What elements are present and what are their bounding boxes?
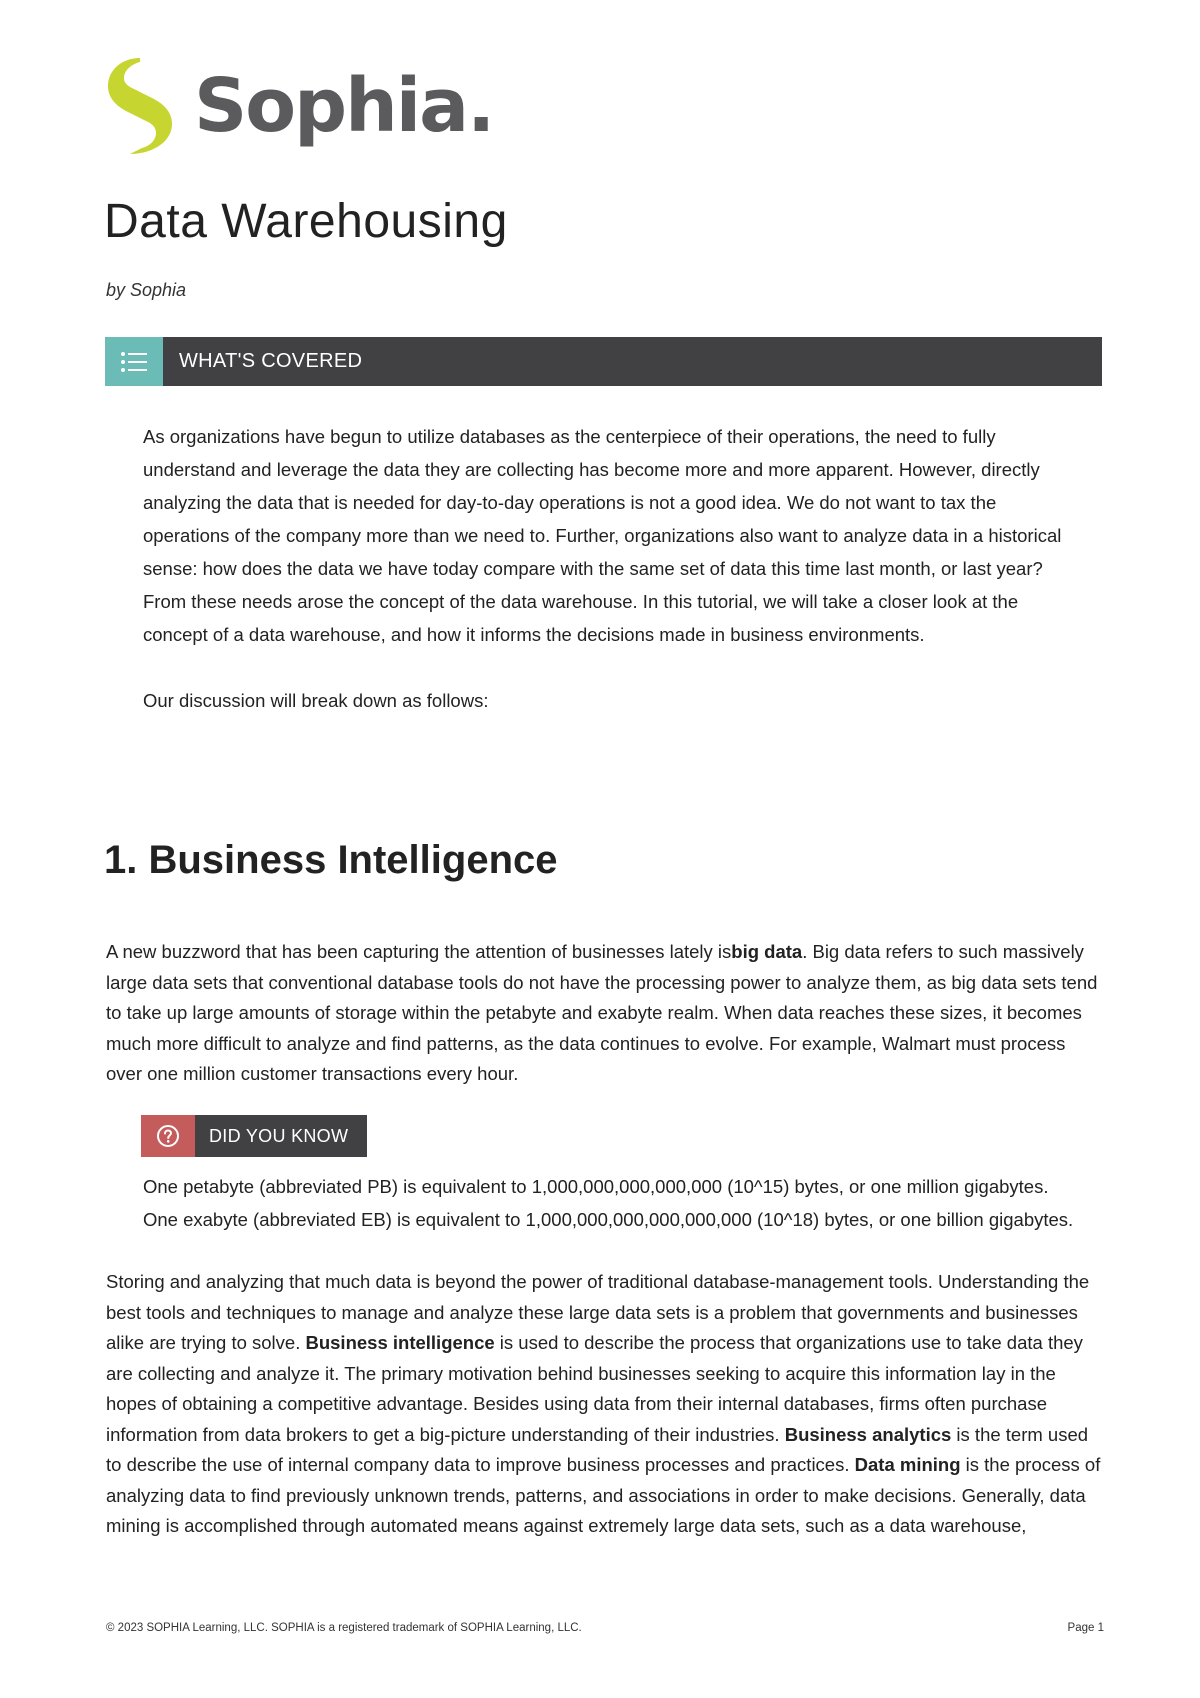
did-you-know-bar	[141, 1115, 367, 1157]
body-paragraph-business-intelligence	[106, 1267, 1106, 1542]
whats-covered-text	[143, 420, 1063, 717]
question-icon	[156, 1124, 180, 1148]
text-run: is used to describe the process that organizations use to take data they are collecting and analyze it. The primary motivation behind businesses seeking to acquire this information lay in the hopes of obtaining a competitive advantage. Besides using data from their internal databases, firms often purchase information from data brokers to get a big-picture understanding of their industries.	[106, 1332, 1083, 1445]
footer-copyright: © 2023 SOPHIA Learning, LLC. SOPHIA is a registered trademark of SOPHIA Learning, LLC.	[106, 1622, 582, 1634]
intro-paragraph: As organizations have begun to utilize databases as the centerpiece of their operations, the need to fully understand and leverage the data they are collecting has become more and more apparent. However, directly analyzing the data that is needed for day-to-day operations is not a good idea. We do not want to tax the operations of the company more than we need to. Further, organizations also want to analyze data in a historical sense: how does the data we have today compare with the same set of data this time last month, or last year? From these needs arose the concept of the data warehouse. In this tutorial, we will take a closer look at the concept of a data warehouse, and how it informs the decisions made in business environments.	[143, 426, 1062, 645]
term-business-analytics: Business analytics	[784, 1423, 952, 1445]
logo-name: Sophia	[194, 63, 468, 149]
body-paragraph-big-data	[106, 937, 1106, 1090]
sophia-s-mark-icon	[104, 56, 176, 156]
whats-covered-icon-box	[105, 337, 163, 386]
logo-dot: .	[467, 63, 494, 149]
term-big-data: big data	[731, 941, 803, 962]
logo-wordmark	[194, 63, 494, 149]
whats-covered-bar	[105, 337, 1102, 386]
intro-breakdown: Our discussion will break down as follows:	[143, 690, 489, 711]
text-run: Storing and analyzing that much data is beyond the power of traditional database-management tools. Understanding the best tools and techniques to manage and analyze these large data sets is a problem that governments and businesses alike are trying to solve.	[106, 1271, 1090, 1353]
sophia-logo	[104, 56, 493, 156]
term-business-intelligence: Business intelligence	[305, 1332, 495, 1353]
did-you-know-icon-box	[141, 1115, 195, 1157]
text-run: . Big data refers to such massively large data sets that conventional database tools do not have the processing power to analyze them, as big data sets tend to take up large amounts of storage within the petabyte and exabyte realm. When data reaches these sizes, it becomes much more difficult to analyze and find patterns, as the data continues to evolve. For example, Walmart must process over one million customer transactions every hour.	[106, 941, 1098, 1084]
did-you-know-text: One petabyte (abbreviated PB) is equivalent to 1,000,000,000,000,000 (10^15) bytes, or one million gigabytes. One exabyte (abbreviated EB) is equivalent to 1,000,000,000,000,000,000 (10^18) bytes, or one billion gigabytes.	[143, 1176, 1074, 1230]
section-heading: 1. Business Intelligence	[104, 838, 558, 882]
text-run: is the term used to describe the use of internal company data to improve business processes and practices.	[106, 1423, 1089, 1475]
whats-covered-label: WHAT'S COVERED	[179, 350, 363, 372]
text-run: is the process of analyzing data to find previously unknown trends, patterns, and associations in order to make decisions. Generally, data mining is accomplished through automated means against extremely large data sets, such as a data warehouse,	[106, 1454, 1101, 1536]
did-you-know-label: DID YOU KNOW	[209, 1125, 349, 1146]
document-title: Data Warehousing	[104, 195, 508, 248]
byline: by Sophia	[106, 280, 187, 300]
term-data-mining: Data mining	[854, 1454, 961, 1475]
footer-page-number: Page 1	[1067, 1622, 1104, 1634]
text-run: A new buzzword that has been capturing the attention of businesses lately is	[106, 941, 732, 962]
list-icon	[120, 350, 148, 374]
